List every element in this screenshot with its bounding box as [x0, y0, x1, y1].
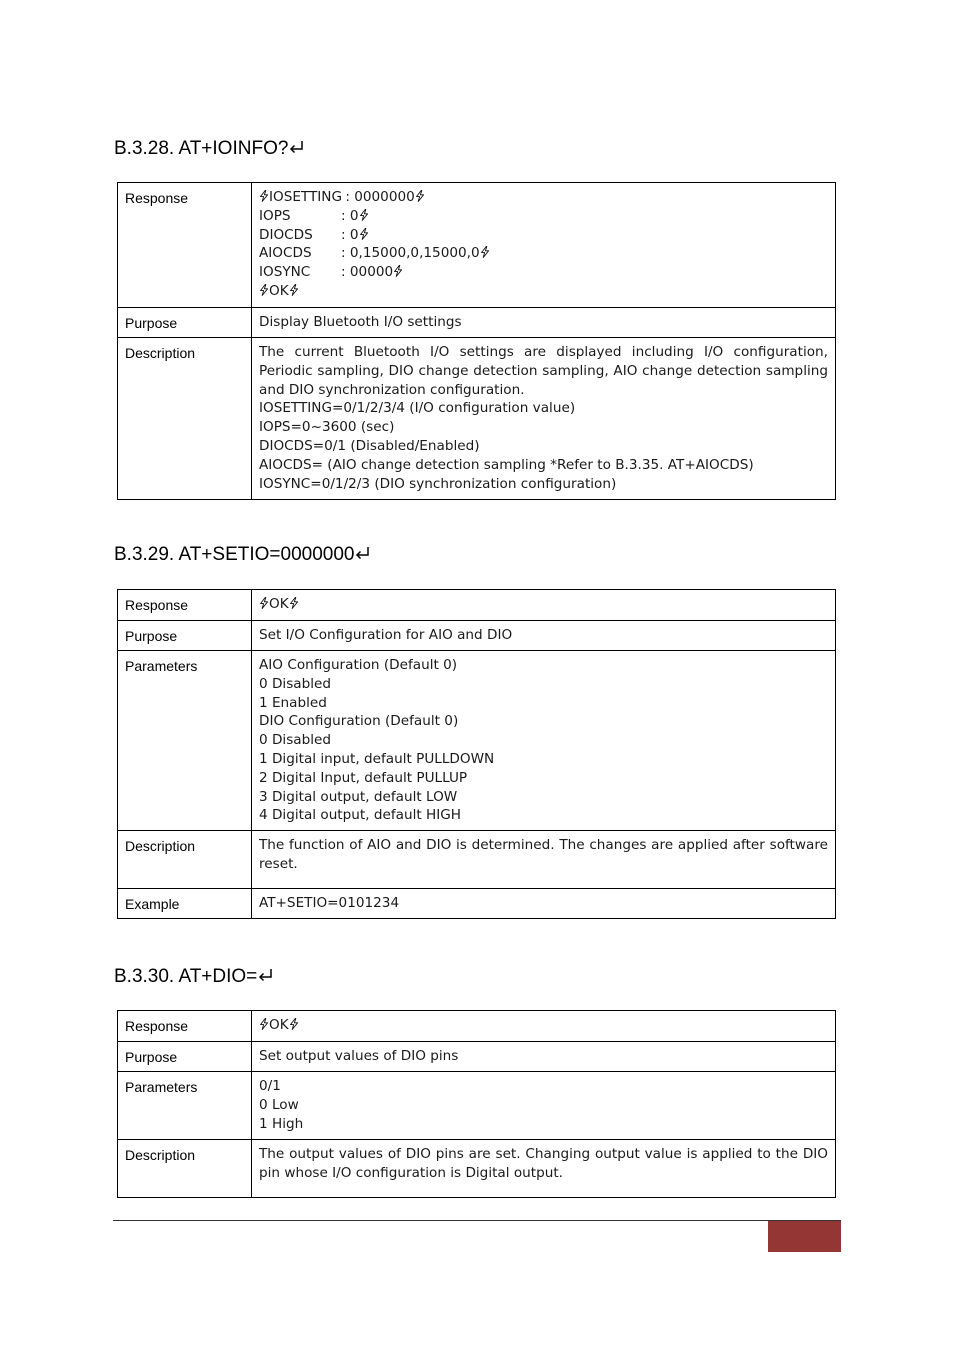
response-line-iosetting — [259, 188, 828, 207]
lightning-bolt-icon — [393, 265, 403, 277]
description-line: IOSETTING=0/1/2/3/4 (I/O configuration value) — [259, 400, 576, 417]
parameter-line: 0 Disabled — [259, 732, 332, 749]
lightning-bolt-icon — [289, 597, 299, 609]
response-label: Response — [118, 1011, 252, 1042]
response-key: IOPS — [259, 207, 291, 224]
lightning-bolt-icon — [259, 284, 269, 296]
parameter-line: 1 Enabled — [259, 694, 327, 711]
purpose-label: Purpose — [118, 1042, 252, 1072]
footer-rule — [113, 1220, 841, 1221]
purpose-label: Purpose — [118, 621, 252, 651]
response-line-aiocds — [259, 244, 828, 263]
response-line-iosync — [259, 263, 828, 282]
response-key: DIOCDS — [259, 226, 313, 243]
response-line-iops — [259, 207, 828, 226]
table-row-parameters — [118, 651, 836, 831]
page-number-tab — [768, 1221, 841, 1252]
response-line-diocds — [259, 226, 828, 245]
parameters-label: Parameters — [118, 651, 252, 831]
description-text: The function of AIO and DIO is determined. The changes are applied after software reset. — [252, 831, 836, 889]
table-row-example — [118, 889, 836, 919]
section-heading-text: B.3.30. AT+DIO= — [114, 966, 258, 987]
description-label: Description — [118, 831, 252, 889]
description-line: IOSYNC=0/1/2/3 (DIO synchronization configuration) — [259, 475, 617, 492]
purpose-text: Set output values of DIO pins — [252, 1042, 836, 1072]
parameters-value — [252, 651, 836, 831]
description-line: IOPS=0~3600 (sec) — [259, 419, 395, 436]
table-row-response — [118, 183, 836, 308]
description-label: Description — [118, 338, 252, 500]
dio-spec-table — [117, 1010, 836, 1198]
parameter-line: 0 Low — [259, 1096, 299, 1113]
response-value — [252, 183, 836, 308]
parameter-line: 2 Digital Input, default PULLUP — [259, 769, 468, 786]
response-label: Response — [118, 590, 252, 621]
return-arrow-icon — [289, 140, 304, 154]
lightning-bolt-icon — [289, 284, 299, 296]
parameter-line: 1 Digital input, default PULLDOWN — [259, 750, 495, 767]
lightning-bolt-icon — [415, 190, 425, 202]
lightning-bolt-icon — [480, 246, 490, 258]
table-row-purpose — [118, 621, 836, 651]
response-val: : 0 — [341, 207, 359, 224]
description-paragraph: The current Bluetooth I/O settings are displayed including I/O configuration, Periodic sampling, DIO change detection sampling, AIO change detection sampling and DIO synchronization configuration. — [259, 344, 828, 398]
response-key: IOSYNC — [259, 264, 311, 281]
table-row-description — [118, 338, 836, 500]
ioinfo-spec-table — [117, 182, 836, 500]
lightning-bolt-icon — [259, 190, 269, 202]
response-ok: OK — [269, 282, 289, 299]
lightning-bolt-icon — [359, 209, 369, 221]
response-ok: OK — [269, 596, 289, 612]
example-text: AT+SETIO=0101234 — [252, 889, 836, 919]
parameter-line: 0/1 — [259, 1078, 281, 1094]
response-key: AIOCDS — [259, 245, 312, 262]
description-line: AIOCDS= (AIO change detection sampling *Refer to B.3.35. AT+AIOCDS) — [259, 456, 754, 473]
table-row-purpose — [118, 1042, 836, 1072]
response-val: : 00000 — [341, 264, 394, 281]
table-row-response — [118, 590, 836, 621]
response-ok: OK — [269, 1017, 289, 1033]
table-row-description — [118, 831, 836, 889]
response-label: Response — [118, 183, 252, 308]
parameter-line: 4 Digital output, default HIGH — [259, 807, 461, 824]
lightning-bolt-icon — [259, 1018, 269, 1030]
lightning-bolt-icon — [359, 228, 369, 240]
parameter-line: 3 Digital output, default LOW — [259, 788, 458, 805]
section-heading-setio — [114, 544, 370, 566]
setio-spec-table — [117, 589, 836, 919]
response-val: : 0 — [341, 226, 359, 243]
table-row-response — [118, 1011, 836, 1042]
parameters-label: Parameters — [118, 1072, 252, 1140]
return-arrow-icon — [258, 968, 273, 982]
example-label: Example — [118, 889, 252, 919]
parameters-value — [252, 1072, 836, 1140]
response-key: IOSETTING — [269, 189, 343, 205]
section-heading-text: B.3.28. AT+IOINFO? — [114, 138, 289, 159]
purpose-label: Purpose — [118, 308, 252, 338]
response-value — [252, 1011, 836, 1042]
section-heading-ioinfo — [114, 138, 304, 160]
table-row-description — [118, 1140, 836, 1198]
response-val: : 0000000 — [341, 189, 415, 205]
description-text: The output values of DIO pins are set. Changing output value is applied to the DIO pin whose I/O configuration is Digital output. — [252, 1140, 836, 1198]
parameter-line: 0 Disabled — [259, 675, 332, 692]
table-row-parameters — [118, 1072, 836, 1140]
section-heading-text: B.3.29. AT+SETIO=0000000 — [114, 544, 355, 565]
purpose-text: Set I/O Configuration for AIO and DIO — [252, 621, 836, 651]
purpose-text: Display Bluetooth I/O settings — [252, 308, 836, 338]
parameter-line: AIO Configuration (Default 0) — [259, 657, 458, 673]
parameter-line: DIO Configuration (Default 0) — [259, 713, 459, 730]
response-line-ok — [259, 282, 828, 301]
description-label: Description — [118, 1140, 252, 1198]
table-row-purpose — [118, 308, 836, 338]
lightning-bolt-icon — [289, 1018, 299, 1030]
parameter-line: 1 High — [259, 1115, 304, 1132]
description-value — [252, 338, 836, 500]
return-arrow-icon — [355, 546, 370, 560]
response-val: : 0,15000,0,15000,0 — [341, 245, 480, 262]
response-value — [252, 590, 836, 621]
section-heading-dio — [114, 966, 273, 988]
description-line: DIOCDS=0/1 (Disabled/Enabled) — [259, 437, 480, 454]
lightning-bolt-icon — [259, 597, 269, 609]
